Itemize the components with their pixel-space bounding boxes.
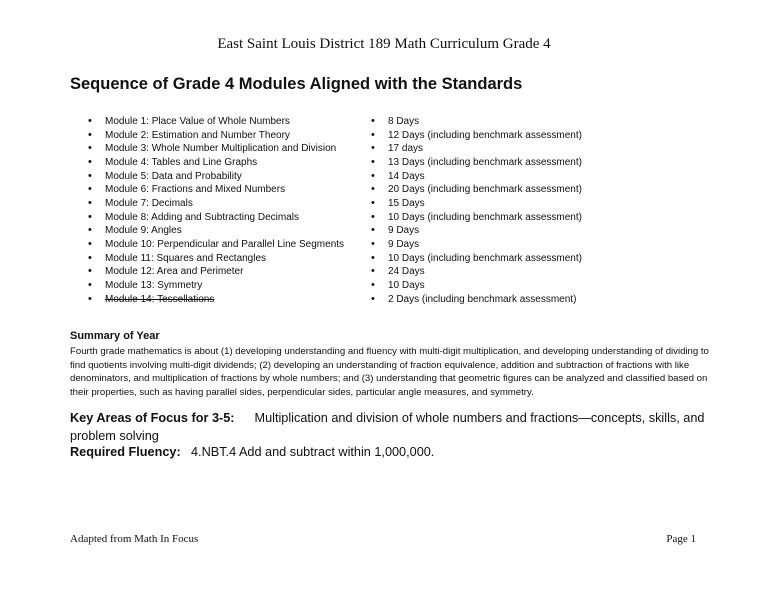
module-item: • Module 11: Squares and Rectangles bbox=[88, 252, 344, 266]
days-item: • 10 Days bbox=[371, 279, 582, 293]
module-item: • Module 8: Adding and Subtracting Decimals bbox=[88, 211, 344, 225]
module-item: • Module 3: Whole Number Multiplication and Division bbox=[88, 142, 344, 156]
module-item: • Module 1: Place Value of Whole Numbers bbox=[88, 115, 344, 129]
focus-label: Key Areas of Focus for 3-5: bbox=[70, 411, 235, 425]
fluency-section bbox=[70, 445, 434, 459]
module-item: • Module 13: Symmetry bbox=[88, 279, 344, 293]
days-item: • 20 Days (including benchmark assessment) bbox=[371, 183, 582, 197]
page-header: East Saint Louis District 189 Math Curriculum Grade 4 bbox=[217, 36, 551, 52]
summary-text: Fourth grade mathematics is about (1) developing understanding and fluency with multi-digit multiplication, and developing understanding of dividing to find quotients involving multi-digit dividends; (2) developing an understanding of fraction equivalence, addition and subtraction of fractions with like denominators, and multiplication of fractions by whole numbers; and (3) understanding that geometric figures can be analyzed and classified based on their properties, such as having parallel sides, perpendicular sides, particular angle measures, and symmetry. bbox=[70, 346, 709, 398]
module-item: • Module 6: Fractions and Mixed Numbers bbox=[88, 183, 344, 197]
days-item: • 15 Days bbox=[371, 197, 582, 211]
footer-source: Adapted from Math In Focus bbox=[70, 533, 199, 545]
days-item: • 10 Days (including benchmark assessment) bbox=[371, 252, 582, 266]
days-item: • 13 Days (including benchmark assessment) bbox=[371, 156, 582, 170]
days-item: • 17 days bbox=[371, 142, 582, 156]
days-item: • 12 Days (including benchmark assessment) bbox=[371, 129, 582, 143]
module-item: • Module 9: Angles bbox=[88, 224, 344, 238]
module-item: • Module 2: Estimation and Number Theory bbox=[88, 129, 344, 143]
module-item-struck: • Module 14: Tessellations bbox=[88, 293, 344, 307]
days-list bbox=[371, 115, 582, 306]
days-item: • 9 Days bbox=[371, 224, 582, 238]
page-number: Page 1 bbox=[666, 533, 696, 545]
module-item: • Module 12: Area and Perimeter bbox=[88, 265, 344, 279]
days-item: • 24 Days bbox=[371, 265, 582, 279]
summary-heading: Summary of Year bbox=[70, 330, 160, 342]
module-item: • Module 4: Tables and Line Graphs bbox=[88, 156, 344, 170]
fluency-text: 4.NBT.4 Add and subtract within 1,000,000. bbox=[191, 445, 435, 459]
fluency-label: Required Fluency: bbox=[70, 445, 181, 459]
days-item: • 2 Days (including benchmark assessment) bbox=[371, 293, 582, 307]
days-item: • 14 Days bbox=[371, 170, 582, 184]
page-title: Sequence of Grade 4 Modules Aligned with the Standards bbox=[70, 75, 523, 93]
focus-text: Multiplication and division of whole numbers and fractions—concepts, skills, and problem solving bbox=[70, 411, 705, 443]
module-item: • Module 5: Data and Probability bbox=[88, 170, 344, 184]
days-item: • 9 Days bbox=[371, 238, 582, 252]
days-item: • 8 Days bbox=[371, 115, 582, 129]
focus-section bbox=[70, 410, 710, 445]
module-item: • Module 7: Decimals bbox=[88, 197, 344, 211]
days-item: • 10 Days (including benchmark assessment) bbox=[371, 211, 582, 225]
module-list bbox=[88, 115, 344, 306]
module-item: • Module 10: Perpendicular and Parallel Line Segments bbox=[88, 238, 344, 252]
